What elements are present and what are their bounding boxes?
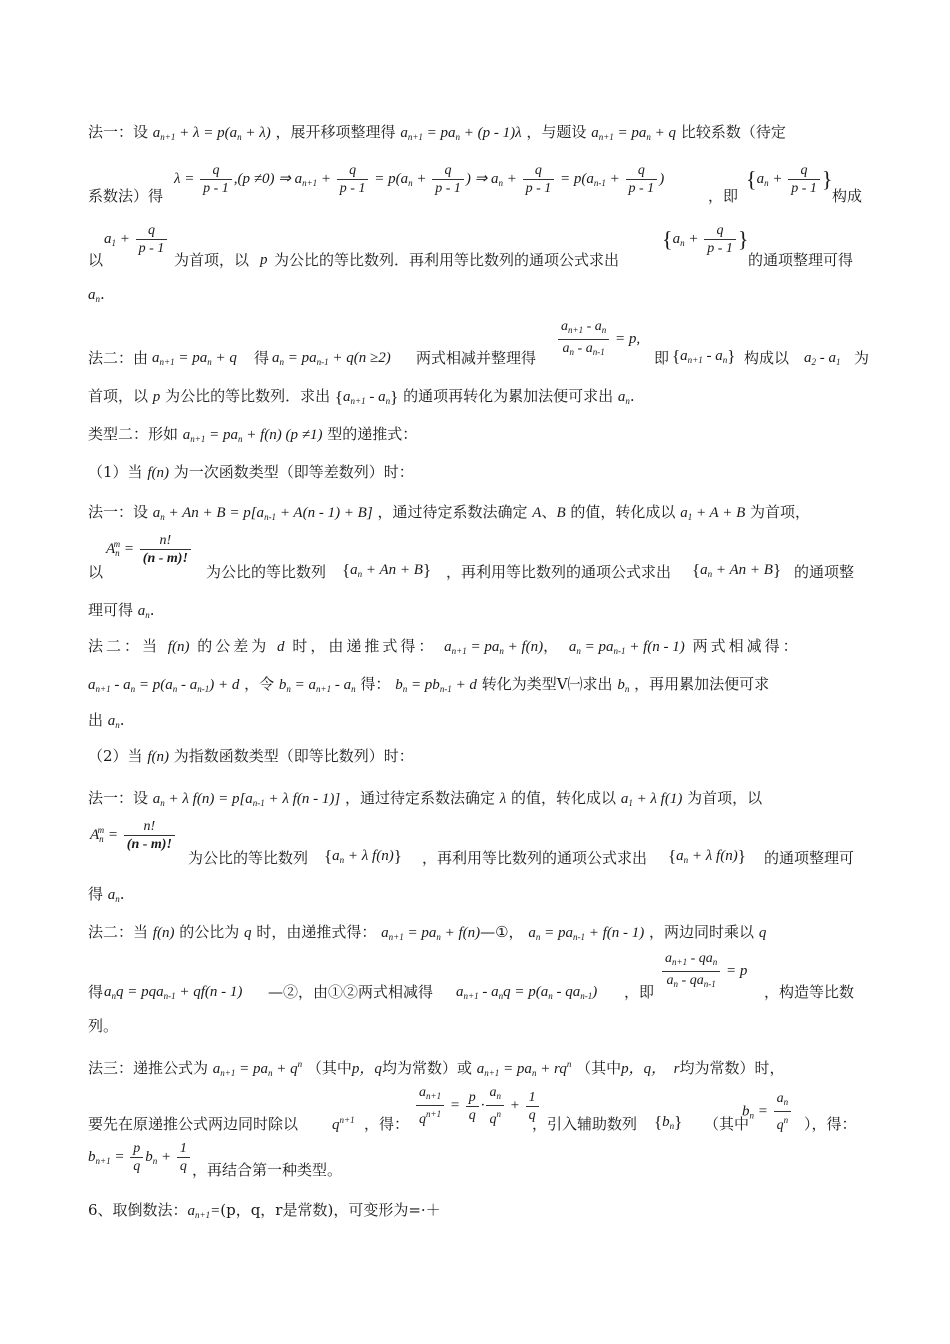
line-case1-ratio: 以 $A_n^m$ = $\frac{n!}{(n - m)!}$ 为公比的等比数列 $\{a_n + An + B\}$ ，再利用等比数列的通项公式求出 $\{a_n + An + B\}$ 的通项整 <box>88 533 855 581</box>
line-case2-heading: （2）当 f(n) 为指数函数类型（即等比数列）时： <box>88 747 414 765</box>
line-method3: 法三：递推公式为 $a_{n+1} = pa_n + q^n$ （其中p，q均为常数）或 $a_{n+1} = pa_n + rq^n$ （其中p，q， r均为常数）时， <box>88 1059 785 1078</box>
line-case1-method1: 法一：设 $a_n + An + B = p[a_{n-1} + A(n - 1) + B]$ ，通过待定系数法确定 A、B 的值，转化成以 $a_1 + A + B$ 为首项， <box>88 503 811 522</box>
line-method3-result: $b_{n+1}$ = $\frac{p}{q}$ $b_n$ + $\frac{1}{q}$ ，再结合第一种类型。 <box>88 1141 343 1179</box>
line-case2-result: 得 $a_n$. <box>88 885 125 904</box>
line-method3-divide: 要先在原递推公式两边同时除以 $q^{n+1}$ ，得： $\frac{a_{n+1}}{q^{n+1}}$ = $\frac{p}{q}$ · $\frac{a_n}{q^n}$ + $\frac{1}{q}$ ，引入辅助数列 $\{b_n\}$ （其中 $b_n$ = $\frac{a_n}{q^n}$ ），得： <box>88 1085 857 1133</box>
line-method2-result: 首项，以 p 为公比的等比数列．求出 $\{a_{n+1} - a_n\}$ 的通项再转化为累加法便可求出 $a_n$. <box>88 387 635 407</box>
line-case2-method2: 法二：当 f(n) 的公比为 q 时，由递推式得： $a_{n+1} = pa_n$ + f(n)—①， $a_n = pa_{n-1} + f(n - 1)$ ，两边同时乘以 q <box>88 923 767 942</box>
line-case1-method2: 法二：当 f(n) 的公差为 d 时，由递推式得： $a_{n+1} = pa_n + f(n)$， $a_n = pa_{n-1} + f(n - 1)$ 两式相减得： <box>88 637 801 656</box>
line-case2-multiply: 得 $a_nq = pqa_{n-1} + qf(n - 1)$ —②，由①②两式相减得 $a_{n+1} - a_nq = p(a_n - qa_{n-1})$ ，即 $\frac{a_{n+1} - qa_n}{a_n - qa_{n-1}}$ = p ，构造等比数 <box>88 951 855 1001</box>
line-case1-result: 理可得 $a_n$. <box>88 601 155 620</box>
line-reciprocal-method: 6、取倒数法：$a_{n+1}=(p$，q，r是常数)，可变形为=·＋ <box>88 1201 441 1220</box>
line-case1-heading: （1）当 f(n) 为一次函数类型（即等差数列）时： <box>88 463 414 481</box>
line-method1-setup: 法一：设 $a_{n+1} + \lambda = p(a_n + \lambda)$ ，展开移项整理得 $a_{n+1} = pa_n + (p - 1)\lambda$ ，与题设 $a_{n+1} = pa_n + q$ 比较系数（待定 <box>88 123 786 142</box>
line-case1-end: 出 $a_n$. <box>88 711 125 730</box>
line-case2-end: 列。 <box>88 1017 119 1035</box>
line-an-result: $a_n$. <box>88 285 105 304</box>
line-case2-ratio: $A_n^m$ = $\frac{n!}{(n - m)!}$ 为公比的等比数列 {$a_n + \lambda$ f(n)} ，再利用等比数列的通项公式求出 {$a_n + \lambda$ f(n)} 的通项整理可 <box>90 819 855 867</box>
line-case2-method1: 法一：设 $a_n + \lambda$ $f(n) = p[a_{n-1} + \lambda$ f(n - 1)] ，通过待定系数法确定 λ 的值，转化成以 $a_1 + \lambda$ f(1) 为首项，以 <box>88 789 763 808</box>
line-method2-intro: 法二：由 $a_{n+1} = pa_n + q$ 得 $a_n = pa_{n-1} + q(n \ge 2)$ 两式相减并整理得 $\frac{a_{n+1} - a_n}{a_n - a_{n-1}}$ = p, 即 $\{a_{n+1} - a_n\}$ 构成以 $a_2 - a_1$ 为 <box>88 319 870 367</box>
line-type2-heading: 类型二：形如 $a_{n+1} = pa_n + f(n)$ (p ≠1) 型的递推式： <box>88 425 418 444</box>
line-geometric-sequence: 以 $a_1$ + $\frac{q}{p - 1}$ 为首项，以 p 为公比的等比数列．再利用等比数列的通项公式求出 {$a_n$ + $\frac{q}{p - 1}$ } 的通项整理可得 <box>88 223 854 269</box>
line-case1-substitution: $a_{n+1} - a_n = p(a_n - a_{n-1}) + d$ ，令 $b_n = a_{n+1} - a_n$ 得： $b_n = pb_{n-1} + d$ 转化为类型Ⅴ㈠求出 $b_n$ ，再用累加法便可求 <box>88 675 770 694</box>
line-coefficient-compare: 系数法）得 λ = $\frac{q}{p - 1}$ ,(p ≠0) ⇒ $a_{n+1}$ + $\frac{q}{p - 1}$ = $p(a_n$ + $\frac{q}{p - 1}$ ) ⇒ $a_n$ + $\frac{q}{p - 1}$ = $p(a_{n-1}$ + $\frac{q}{p - 1}$ ) ，即 {$a_n$ + $\frac{q}{p - 1}$ } 构成 <box>88 163 863 205</box>
